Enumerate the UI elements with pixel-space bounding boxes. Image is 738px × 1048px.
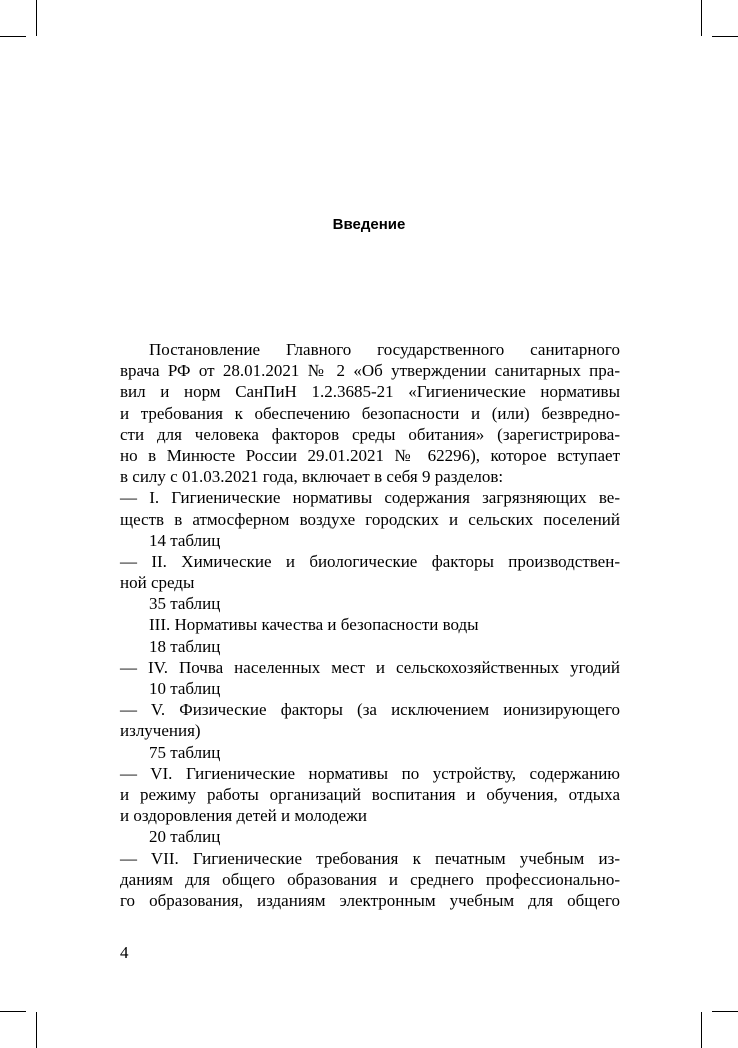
crop-mark	[701, 1012, 702, 1048]
text-line: в силу с 01.03.2021 года, включает в себя 9 разделов:	[120, 467, 504, 487]
text-line: излучения)	[120, 721, 201, 741]
crop-mark	[0, 1011, 26, 1012]
text-line: но в Минюсте России 29.01.2021 № 62296), которое вступает	[120, 445, 620, 465]
text-line: 35 таблиц	[149, 594, 221, 614]
text-line: — IV. Почва населенных мест и сельскохозяйственных угодий	[120, 657, 620, 677]
text-line: Постановление Главного государственного санитарного	[149, 340, 620, 359]
text-line: — II. Химические и биологические факторы производствен-	[120, 551, 620, 571]
text-line: сти для человека факторов среды обитания» (зарегистрирова-	[120, 424, 620, 444]
text-line: даниям для общего образования и среднего профессионально-	[120, 869, 620, 889]
crop-mark	[701, 0, 702, 36]
text-line: ществ в атмосферном воздухе городских и сельских поселений	[120, 509, 620, 529]
text-line: и требования к обеспечению безопасности и (или) безвредно-	[120, 403, 620, 423]
text-line: вил и норм СанПиН 1.2.3685-21 «Гигиенические нормативы	[120, 382, 620, 402]
crop-mark	[0, 36, 26, 37]
text-line: и режиму работы организаций воспитания и обучения, отдыха	[120, 784, 620, 804]
text-line: го образования, изданиям электронным учебным для общего	[120, 890, 620, 910]
text-line: — V. Физические факторы (за исключением ионизирующего	[120, 700, 620, 720]
text-line: 10 таблиц	[149, 679, 221, 698]
text-line: — VI. Гигиенические нормативы по устройству, содержанию	[120, 763, 620, 783]
text-line: врача РФ от 28.01.2021 № 2 «Об утверждении санитарных пра-	[120, 361, 620, 381]
text-line: — I. Гигиенические нормативы содержания загрязняющих ве-	[120, 488, 620, 508]
text-line: 20 таблиц	[149, 827, 221, 847]
text-line: ной среды	[120, 573, 195, 593]
crop-mark	[36, 0, 37, 36]
crop-mark	[712, 1011, 738, 1012]
text-line: 75 таблиц	[149, 742, 221, 762]
crop-mark	[36, 1012, 37, 1048]
crop-mark	[712, 36, 738, 37]
text-line: 18 таблиц	[149, 636, 221, 656]
text-line: — VII. Гигиенические требования к печатным учебным из-	[120, 848, 620, 868]
text-line: 14 таблиц	[149, 530, 221, 550]
text-line: и оздоровления детей и молодежи	[120, 806, 367, 826]
text-line: III. Нормативы качества и безопасности воды	[149, 615, 479, 635]
page-number: 4	[120, 943, 129, 962]
body-text	[120, 339, 620, 911]
section-title: Введение	[332, 216, 406, 233]
